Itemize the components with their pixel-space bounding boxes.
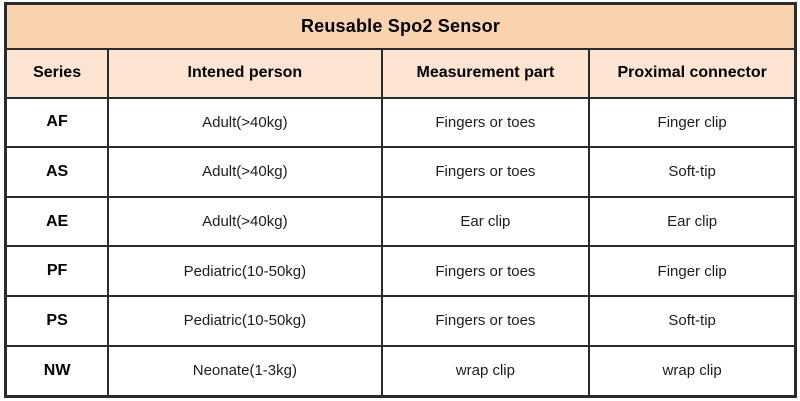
proximal-connector-cell: Soft-tip [589,147,795,197]
intended-person-cell: Adult(>40kg) [108,147,381,197]
table-row-as [6,147,796,197]
measurement-part-cell: Ear clip [382,197,590,247]
column-header-series: Series [6,49,109,98]
table-header-row [6,49,796,98]
proximal-connector-cell: Soft-tip [589,296,795,346]
measurement-part-cell: Fingers or toes [382,296,590,346]
intended-person-cell: Pediatric(10-50kg) [108,296,381,346]
column-header-measurement-part: Measurement part [382,49,590,98]
proximal-connector-cell: Finger clip [589,246,795,296]
proximal-connector-cell: Finger clip [589,98,795,148]
column-header-intended-person: Intened person [108,49,381,98]
intended-person-cell: Adult(>40kg) [108,98,381,148]
measurement-part-cell: wrap clip [382,346,590,397]
intended-person-cell: Neonate(1-3kg) [108,346,381,397]
series-cell: AF [6,98,109,148]
table-row-ae [6,197,796,247]
intended-person-cell: Pediatric(10-50kg) [108,246,381,296]
measurement-part-cell: Fingers or toes [382,98,590,148]
table-title-row [6,4,796,49]
series-cell: AE [6,197,109,247]
series-cell: PF [6,246,109,296]
series-cell: PS [6,296,109,346]
proximal-connector-cell: wrap clip [589,346,795,397]
proximal-connector-cell: Ear clip [589,197,795,247]
table-row-ps [6,296,796,346]
series-cell: NW [6,346,109,397]
column-header-proximal-connector: Proximal connector [589,49,795,98]
table-title: Reusable Spo2 Sensor [6,4,796,49]
table-row-af [6,98,796,148]
table-row-nw [6,346,796,397]
spo2-sensor-spec-table [4,2,797,398]
table-row-pf [6,246,796,296]
measurement-part-cell: Fingers or toes [382,147,590,197]
series-cell: AS [6,147,109,197]
intended-person-cell: Adult(>40kg) [108,197,381,247]
measurement-part-cell: Fingers or toes [382,246,590,296]
